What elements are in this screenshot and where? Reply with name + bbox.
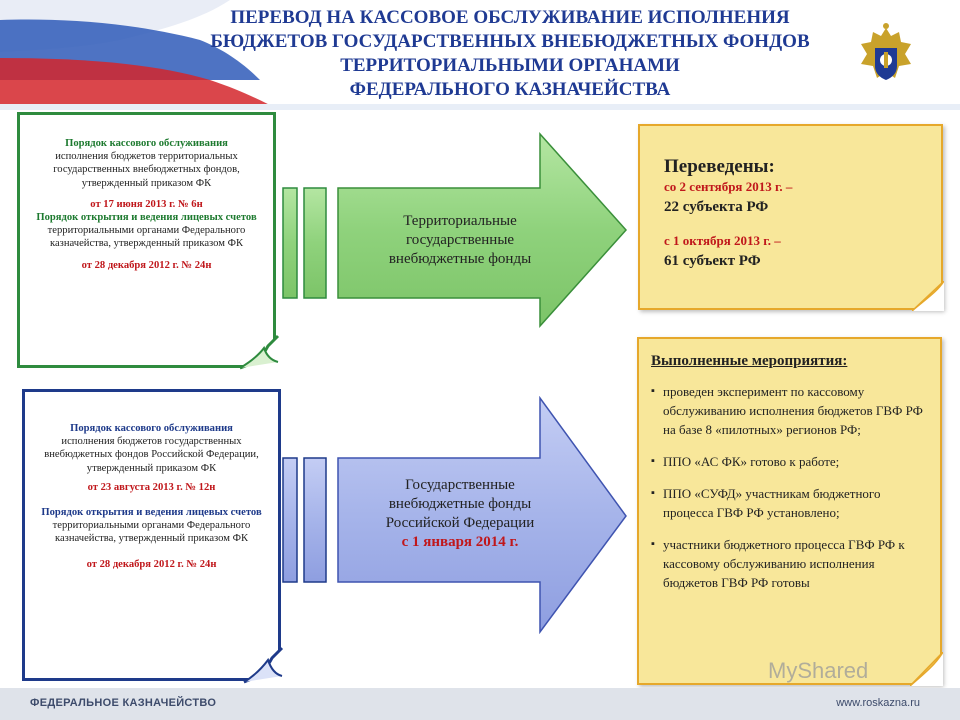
treasury-emblem-icon xyxy=(855,22,917,92)
note-top-count-1: 22 субъекта РФ xyxy=(664,199,769,215)
doc-bottom-date-1: от 23 августа 2013 г. № 12н xyxy=(87,481,216,493)
arrow-top-label xyxy=(344,212,576,269)
connector-bar xyxy=(283,188,297,298)
doc-top-body-1: исполнения бюджетов территориальных государственных внебюджетных фондов, утвержденный приказом ФК xyxy=(53,151,240,189)
note-transferred xyxy=(638,124,943,310)
document-card-bottom xyxy=(22,389,281,681)
title-line-3: ТЕРРИТОРИАЛЬНЫМИ ОРГАНАМИ xyxy=(340,55,680,76)
doc-bottom-body-1: исполнения бюджетов государственных внебюджетных фондов Российской Федерации, утвержденный приказом ФК xyxy=(44,436,259,474)
arrow-top-line-1: Территориальные xyxy=(403,213,517,229)
doc-bottom-heading-2: Порядок открытия и ведения лицевых счетов xyxy=(41,507,262,519)
document-card-top xyxy=(17,112,276,368)
arrow-bottom-line-1: Государственные xyxy=(405,477,515,493)
list-item: ▪ участники бюджетного процесса ГВФ РФ к кассовому обслуживанию исполнения бюджетов ГВФ РФ готовы xyxy=(651,535,928,592)
title-line-4: ФЕДЕРАЛЬНОГО КАЗНАЧЕЙСТВА xyxy=(349,79,671,100)
page-curl-icon xyxy=(238,334,280,370)
list-item: ▪ ППО «АС ФК» готово к работе; xyxy=(651,452,928,471)
list-item: ▪ проведен эксперимент по кассовому обслуживанию исполнения бюджетов ГВФ РФ на базе 8 «пилотных» регионов РФ; xyxy=(651,382,928,439)
watermark: MyShared xyxy=(768,658,869,683)
note-top-heading: Переведены: xyxy=(664,156,775,177)
note-top-date-2: с 1 октября 2013 г. – xyxy=(664,233,781,248)
arrow-bottom-line-3: Российской Федерации xyxy=(385,515,535,531)
doc-bottom-date-2: от 28 декабря 2012 г. № 24н xyxy=(86,558,217,570)
arrow-bottom-label xyxy=(344,476,576,552)
note-bottom-heading: Выполненные мероприятия: xyxy=(651,353,848,369)
doc-top-date-1: от 17 июня 2013 г. № 6н xyxy=(90,198,203,210)
title-line-1: ПЕРЕВОД НА КАССОВОЕ ОБСЛУЖИВАНИЕ ИСПОЛНЕНИЯ xyxy=(230,7,790,28)
connector-bar xyxy=(283,458,297,582)
doc-bottom-body-2: территориальными органами Федерального казначейства, утвержденный приказом ФК xyxy=(52,520,251,545)
connector-bar xyxy=(304,458,326,582)
actions-list xyxy=(651,382,928,592)
doc-top-heading-1: Порядок кассового обслуживания xyxy=(65,138,228,149)
note-curl-icon xyxy=(912,281,944,311)
arrow-bottom-date: с 1 января 2014 г. xyxy=(401,534,519,550)
title-line-2: БЮДЖЕТОВ ГОСУДАРСТВЕННЫХ ВНЕБЮДЖЕТНЫХ ФОНДОВ xyxy=(210,31,810,52)
page-title xyxy=(160,6,860,102)
note-completed-actions xyxy=(637,337,942,685)
note-top-count-2: 61 субъект РФ xyxy=(664,253,761,269)
note-top-date-1: со 2 сентября 2013 г. – xyxy=(664,179,793,194)
connector-bar xyxy=(304,188,326,298)
list-item: ▪ ППО «СУФД» участникам бюджетного процесса ГВФ РФ установлено; xyxy=(651,484,928,522)
footer-left-text: ФЕДЕРАЛЬНОЕ КАЗНАЧЕЙСТВО xyxy=(30,697,217,709)
footer-website-link[interactable]: www.roskazna.ru xyxy=(836,697,920,709)
doc-top-date-2: от 28 декабря 2012 г. № 24н xyxy=(81,259,212,271)
footer-bar xyxy=(0,688,960,720)
arrow-top-line-3: внебюджетные фонды xyxy=(388,251,532,267)
note-curl-icon xyxy=(910,652,943,686)
doc-top-heading-2: Порядок открытия и ведения лицевых счетов xyxy=(36,212,257,224)
page-curl-icon xyxy=(242,646,284,684)
doc-top-body-2: территориальными органами Федерального казначейства, утвержденный приказом ФК xyxy=(47,225,246,250)
arrow-bottom-line-2: внебюджетные фонды xyxy=(388,496,532,512)
doc-bottom-heading-1: Порядок кассового обслуживания xyxy=(70,423,233,434)
arrow-top-line-2: государственные xyxy=(405,232,515,248)
